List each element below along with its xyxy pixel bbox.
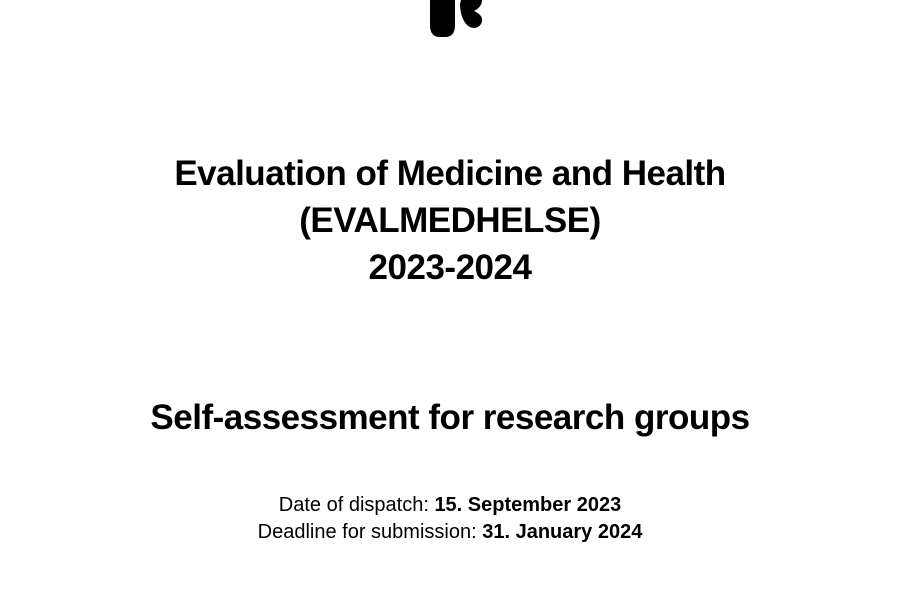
dispatch-date-value: 15. September 2023 <box>434 494 622 516</box>
subtitle-text: Self-assessment for research groups <box>150 398 750 437</box>
title-line-1: Evaluation of Medicine and Health <box>174 154 726 193</box>
document-title <box>0 150 900 291</box>
dispatch-date-line <box>0 492 900 519</box>
title-line-2: (EVALMEDHELSE) <box>299 201 601 240</box>
deadline-value: 31. January 2024 <box>482 521 643 543</box>
deadline-label: Deadline for submission: <box>257 521 483 543</box>
document-dates <box>0 492 900 546</box>
document-subtitle <box>0 396 900 440</box>
dispatch-date-label: Date of dispatch: <box>278 494 435 516</box>
title-line-3: 2023-2024 <box>368 248 532 287</box>
deadline-line <box>0 519 900 546</box>
organization-logo-icon <box>405 0 485 40</box>
